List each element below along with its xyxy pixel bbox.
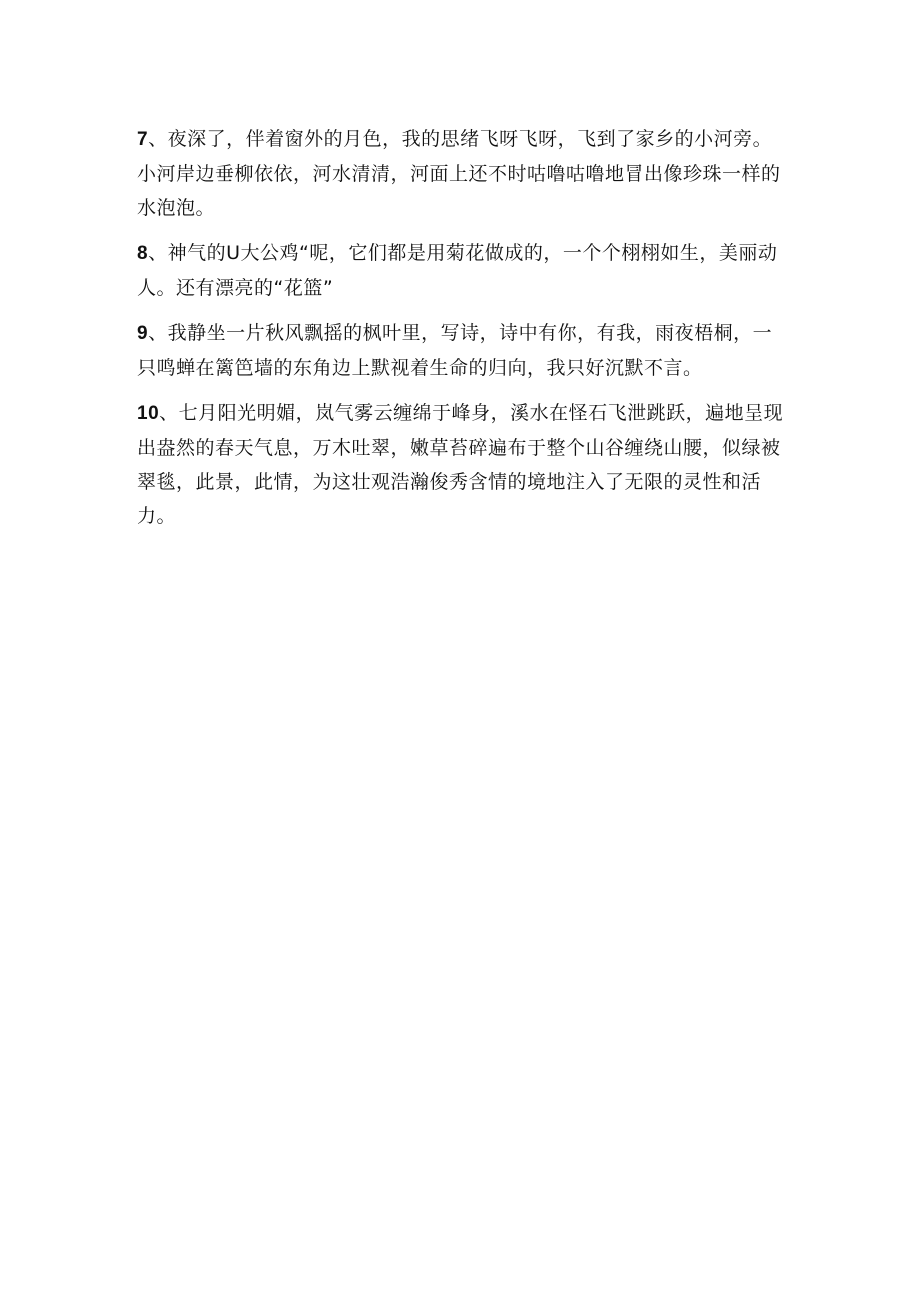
paragraph-number: 8: [137, 243, 149, 264]
paragraph-number: 9: [137, 323, 149, 344]
paragraph-number: 10: [137, 403, 160, 424]
document-body: [137, 122, 787, 533]
paragraph-text: 、七月阳光明媚，岚气雾云缠绵于峰身，溪水在怪石飞泄跳跃，遍地呈现出盎然的春天气息，万木吐翠，嫩草苔碎遍布于整个山谷缠绕山腰，似绿被翠毯，此景，此情，为这壮观浩瀚俊秀含情的境地注入了无限的灵性和活力。: [137, 402, 784, 527]
paragraph-number: 7: [137, 129, 149, 150]
paragraph-8: [137, 236, 787, 305]
paragraph-7: [137, 122, 787, 225]
paragraph-10: [137, 396, 787, 533]
paragraph-text: 、神气的U大公鸡“呢，它们都是用菊花做成的，一个个栩栩如生，美丽动人。还有漂亮的“花篮”: [137, 242, 778, 299]
paragraph-9: [137, 316, 787, 385]
paragraph-text: 、我静坐一片秋风飘摇的枫叶里，写诗，诗中有你，有我，雨夜梧桐，一只鸣蝉在篱笆墙的东角边上默视着生命的归向，我只好沉默不言。: [137, 322, 773, 379]
paragraph-text: 、夜深了，伴着窗外的月色，我的思绪飞呀飞呀，飞到了家乡的小河旁。小河岸边垂柳依依，河水清清，河面上还不时咕噜咕噜地冒出像珍珠一样的水泡泡。: [137, 128, 781, 219]
